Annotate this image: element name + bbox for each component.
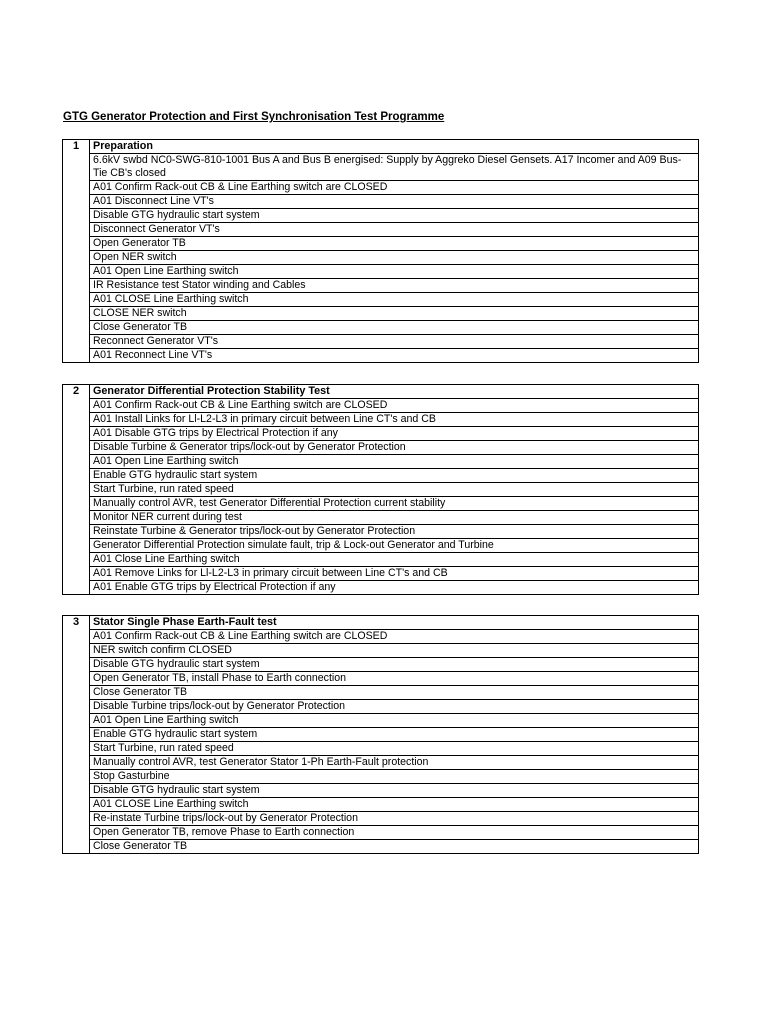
section-number: 3: [63, 616, 90, 630]
step-text: Open Generator TB: [90, 237, 699, 251]
step-row: [63, 181, 699, 195]
step-number-cell: [63, 581, 90, 595]
step-number-cell: [63, 630, 90, 644]
step-row: [63, 293, 699, 307]
step-text: A01 Open Line Earthing switch: [90, 455, 699, 469]
step-row: [63, 798, 699, 812]
step-row: [63, 742, 699, 756]
step-number-cell: [63, 181, 90, 195]
step-row: [63, 728, 699, 742]
step-row: [63, 581, 699, 595]
step-text: A01 Disconnect Line VT's: [90, 195, 699, 209]
step-number-cell: [63, 567, 90, 581]
section-table-earth-fault: [62, 615, 699, 854]
section-table-differential-protection: [62, 384, 699, 595]
step-row: [63, 511, 699, 525]
step-text: Manually control AVR, test Generator Stator 1-Ph Earth-Fault protection: [90, 756, 699, 770]
step-text: A01 Confirm Rack-out CB & Line Earthing switch are CLOSED: [90, 399, 699, 413]
step-text: Enable GTG hydraulic start system: [90, 728, 699, 742]
section-header-row: [63, 385, 699, 399]
step-number-cell: [63, 293, 90, 307]
step-row: [63, 826, 699, 840]
step-text: A01 Close Line Earthing switch: [90, 553, 699, 567]
step-number-cell: [63, 798, 90, 812]
step-text: Disable GTG hydraulic start system: [90, 784, 699, 798]
step-row: [63, 840, 699, 854]
step-row: [63, 644, 699, 658]
step-row: [63, 483, 699, 497]
section-header-row: [63, 616, 699, 630]
step-number-cell: [63, 209, 90, 223]
step-row: [63, 553, 699, 567]
step-text: Disable GTG hydraulic start system: [90, 658, 699, 672]
step-number-cell: [63, 812, 90, 826]
step-number-cell: [63, 686, 90, 700]
step-row: [63, 658, 699, 672]
step-row: [63, 672, 699, 686]
step-row: [63, 700, 699, 714]
step-number-cell: [63, 321, 90, 335]
step-text: Manually control AVR, test Generator Differential Protection current stability: [90, 497, 699, 511]
step-text: Start Turbine, run rated speed: [90, 483, 699, 497]
step-row: [63, 455, 699, 469]
step-text: A01 Open Line Earthing switch: [90, 265, 699, 279]
step-number-cell: [63, 279, 90, 293]
step-number-cell: [63, 511, 90, 525]
step-text: Disable Turbine trips/lock-out by Generator Protection: [90, 700, 699, 714]
step-text: A01 Open Line Earthing switch: [90, 714, 699, 728]
step-text: Reconnect Generator VT's: [90, 335, 699, 349]
step-row: [63, 441, 699, 455]
step-number-cell: [63, 413, 90, 427]
step-number-cell: [63, 223, 90, 237]
step-text: A01 CLOSE Line Earthing switch: [90, 798, 699, 812]
step-row: [63, 195, 699, 209]
step-row: [63, 525, 699, 539]
step-text: A01 CLOSE Line Earthing switch: [90, 293, 699, 307]
step-number-cell: [63, 335, 90, 349]
step-text: Close Generator TB: [90, 686, 699, 700]
step-row: [63, 237, 699, 251]
section-title: Preparation: [90, 140, 699, 154]
step-number-cell: [63, 756, 90, 770]
step-text: Open NER switch: [90, 251, 699, 265]
step-text: Open Generator TB, install Phase to Earth connection: [90, 672, 699, 686]
step-text: A01 Remove Links for Ll-L2-L3 in primary circuit between Line CT's and CB: [90, 567, 699, 581]
step-row: [63, 427, 699, 441]
section-number: 1: [63, 140, 90, 154]
step-text: Close Generator TB: [90, 321, 699, 335]
step-row: [63, 497, 699, 511]
step-number-cell: [63, 237, 90, 251]
step-number-cell: [63, 154, 90, 181]
step-text: Generator Differential Protection simulate fault, trip & Lock-out Generator and Turbine: [90, 539, 699, 553]
section-table-preparation: [62, 139, 699, 363]
section-title: Stator Single Phase Earth-Fault test: [90, 616, 699, 630]
step-number-cell: [63, 265, 90, 279]
step-text: Start Turbine, run rated speed: [90, 742, 699, 756]
document-title: GTG Generator Protection and First Synchronisation Test Programme: [63, 111, 445, 123]
step-text: CLOSE NER switch: [90, 307, 699, 321]
step-row: [63, 686, 699, 700]
step-row: [63, 714, 699, 728]
step-text: A01 Confirm Rack-out CB & Line Earthing switch are CLOSED: [90, 630, 699, 644]
step-text: Stop Gasturbine: [90, 770, 699, 784]
step-text: IR Resistance test Stator winding and Cables: [90, 279, 699, 293]
step-text: Monitor NER current during test: [90, 511, 699, 525]
step-text: A01 Disable GTG trips by Electrical Protection if any: [90, 427, 699, 441]
step-text: Disable GTG hydraulic start system: [90, 209, 699, 223]
step-number-cell: [63, 700, 90, 714]
step-row: [63, 307, 699, 321]
step-number-cell: [63, 658, 90, 672]
step-number-cell: [63, 840, 90, 854]
step-number-cell: [63, 742, 90, 756]
step-row: [63, 154, 699, 181]
step-row: [63, 349, 699, 363]
step-row: [63, 812, 699, 826]
step-number-cell: [63, 483, 90, 497]
step-text: A01 Install Links for Ll-L2-L3 in primary circuit between Line CT's and CB: [90, 413, 699, 427]
step-number-cell: [63, 728, 90, 742]
step-row: [63, 756, 699, 770]
step-number-cell: [63, 539, 90, 553]
step-text: Enable GTG hydraulic start system: [90, 469, 699, 483]
step-number-cell: [63, 525, 90, 539]
step-text: A01 Reconnect Line VT's: [90, 349, 699, 363]
step-number-cell: [63, 497, 90, 511]
step-row: [63, 399, 699, 413]
step-number-cell: [63, 784, 90, 798]
step-row: [63, 335, 699, 349]
step-text: Disconnect Generator VT's: [90, 223, 699, 237]
step-row: [63, 567, 699, 581]
step-number-cell: [63, 672, 90, 686]
step-number-cell: [63, 307, 90, 321]
step-text: Reinstate Turbine & Generator trips/lock-out by Generator Protection: [90, 525, 699, 539]
step-number-cell: [63, 427, 90, 441]
step-number-cell: [63, 195, 90, 209]
section-number: 2: [63, 385, 90, 399]
step-number-cell: [63, 251, 90, 265]
step-text: 6.6kV swbd NC0-SWG-810-1001 Bus A and Bus B energised: Supply by Aggreko Diesel Gensets. A17 Incomer and A09 Bus-Tie CB's closed: [90, 154, 699, 181]
step-row: [63, 770, 699, 784]
step-row: [63, 784, 699, 798]
step-row: [63, 630, 699, 644]
step-row: [63, 209, 699, 223]
step-row: [63, 251, 699, 265]
step-number-cell: [63, 349, 90, 363]
step-text: Close Generator TB: [90, 840, 699, 854]
step-text: Open Generator TB, remove Phase to Earth connection: [90, 826, 699, 840]
step-number-cell: [63, 644, 90, 658]
step-number-cell: [63, 441, 90, 455]
step-text: A01 Enable GTG trips by Electrical Protection if any: [90, 581, 699, 595]
step-row: [63, 469, 699, 483]
section-header-row: [63, 140, 699, 154]
step-row: [63, 223, 699, 237]
step-text: A01 Confirm Rack-out CB & Line Earthing switch are CLOSED: [90, 181, 699, 195]
step-row: [63, 539, 699, 553]
step-row: [63, 321, 699, 335]
step-text: Disable Turbine & Generator trips/lock-out by Generator Protection: [90, 441, 699, 455]
step-number-cell: [63, 770, 90, 784]
step-number-cell: [63, 469, 90, 483]
step-row: [63, 279, 699, 293]
step-number-cell: [63, 399, 90, 413]
step-number-cell: [63, 826, 90, 840]
step-text: Re-instate Turbine trips/lock-out by Generator Protection: [90, 812, 699, 826]
step-row: [63, 413, 699, 427]
section-title: Generator Differential Protection Stability Test: [90, 385, 699, 399]
step-number-cell: [63, 553, 90, 567]
step-number-cell: [63, 455, 90, 469]
step-text: NER switch confirm CLOSED: [90, 644, 699, 658]
step-row: [63, 265, 699, 279]
step-number-cell: [63, 714, 90, 728]
